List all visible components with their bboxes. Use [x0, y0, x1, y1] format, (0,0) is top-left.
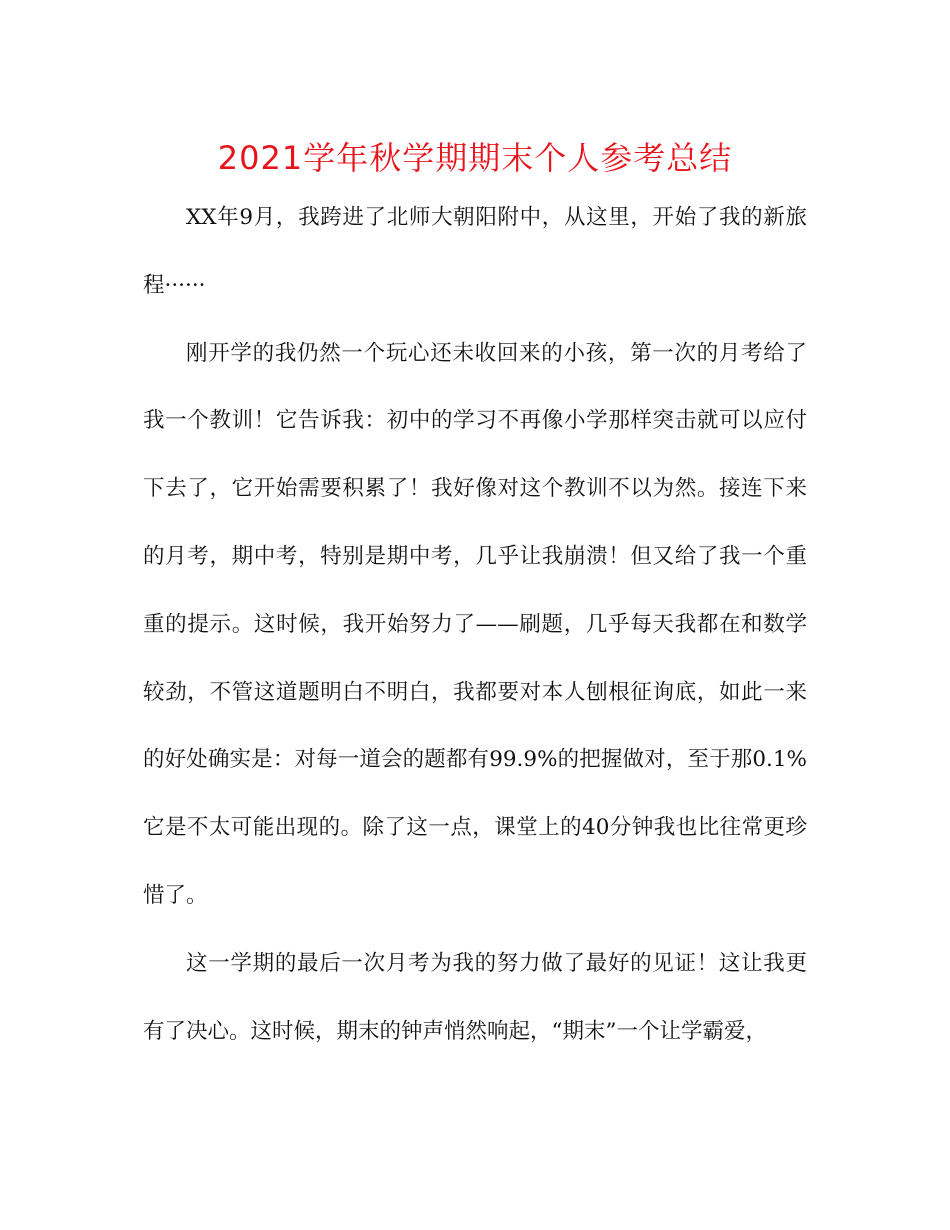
document-body [143, 184, 807, 1065]
paragraph-2: 刚开学的我仍然一个玩心还未收回来的小孩，第一次的月考给了我一个教训！它告诉我：初中的学习不再像小学那样突击就可以应付下去了，它开始需要积累了！我好像对这个教训不以为然。接连下来的月考，期中考，特别是期中考，几乎让我崩溃！但又给了我一个重重的提示。这时候，我开始努力了——刷题，几乎每天我都在和数学较劲，不管这道题明白不明白，我都要对本人刨根征询底，如此一来的好处确实是：对每一道会的题都有99.9%的把握做对，至于那0.1%它是不太可能出现的。除了这一点，课堂上的40分钟我也比往常更珍惜了。 [143, 340, 807, 908]
paragraph-1: XX年9月，我跨进了北师大朝阳附中，从这里，开始了我的新旅程······ [143, 205, 807, 298]
paragraph-3: 这一学期的最后一次月考为我的努力做了最好的见证！这让我更有了决心。这时候，期末的钟声悄然响起，“期末”一个让学霸爱， [143, 950, 807, 1044]
page-title: 2021学年秋学期期末个人参考总结 [217, 139, 733, 177]
